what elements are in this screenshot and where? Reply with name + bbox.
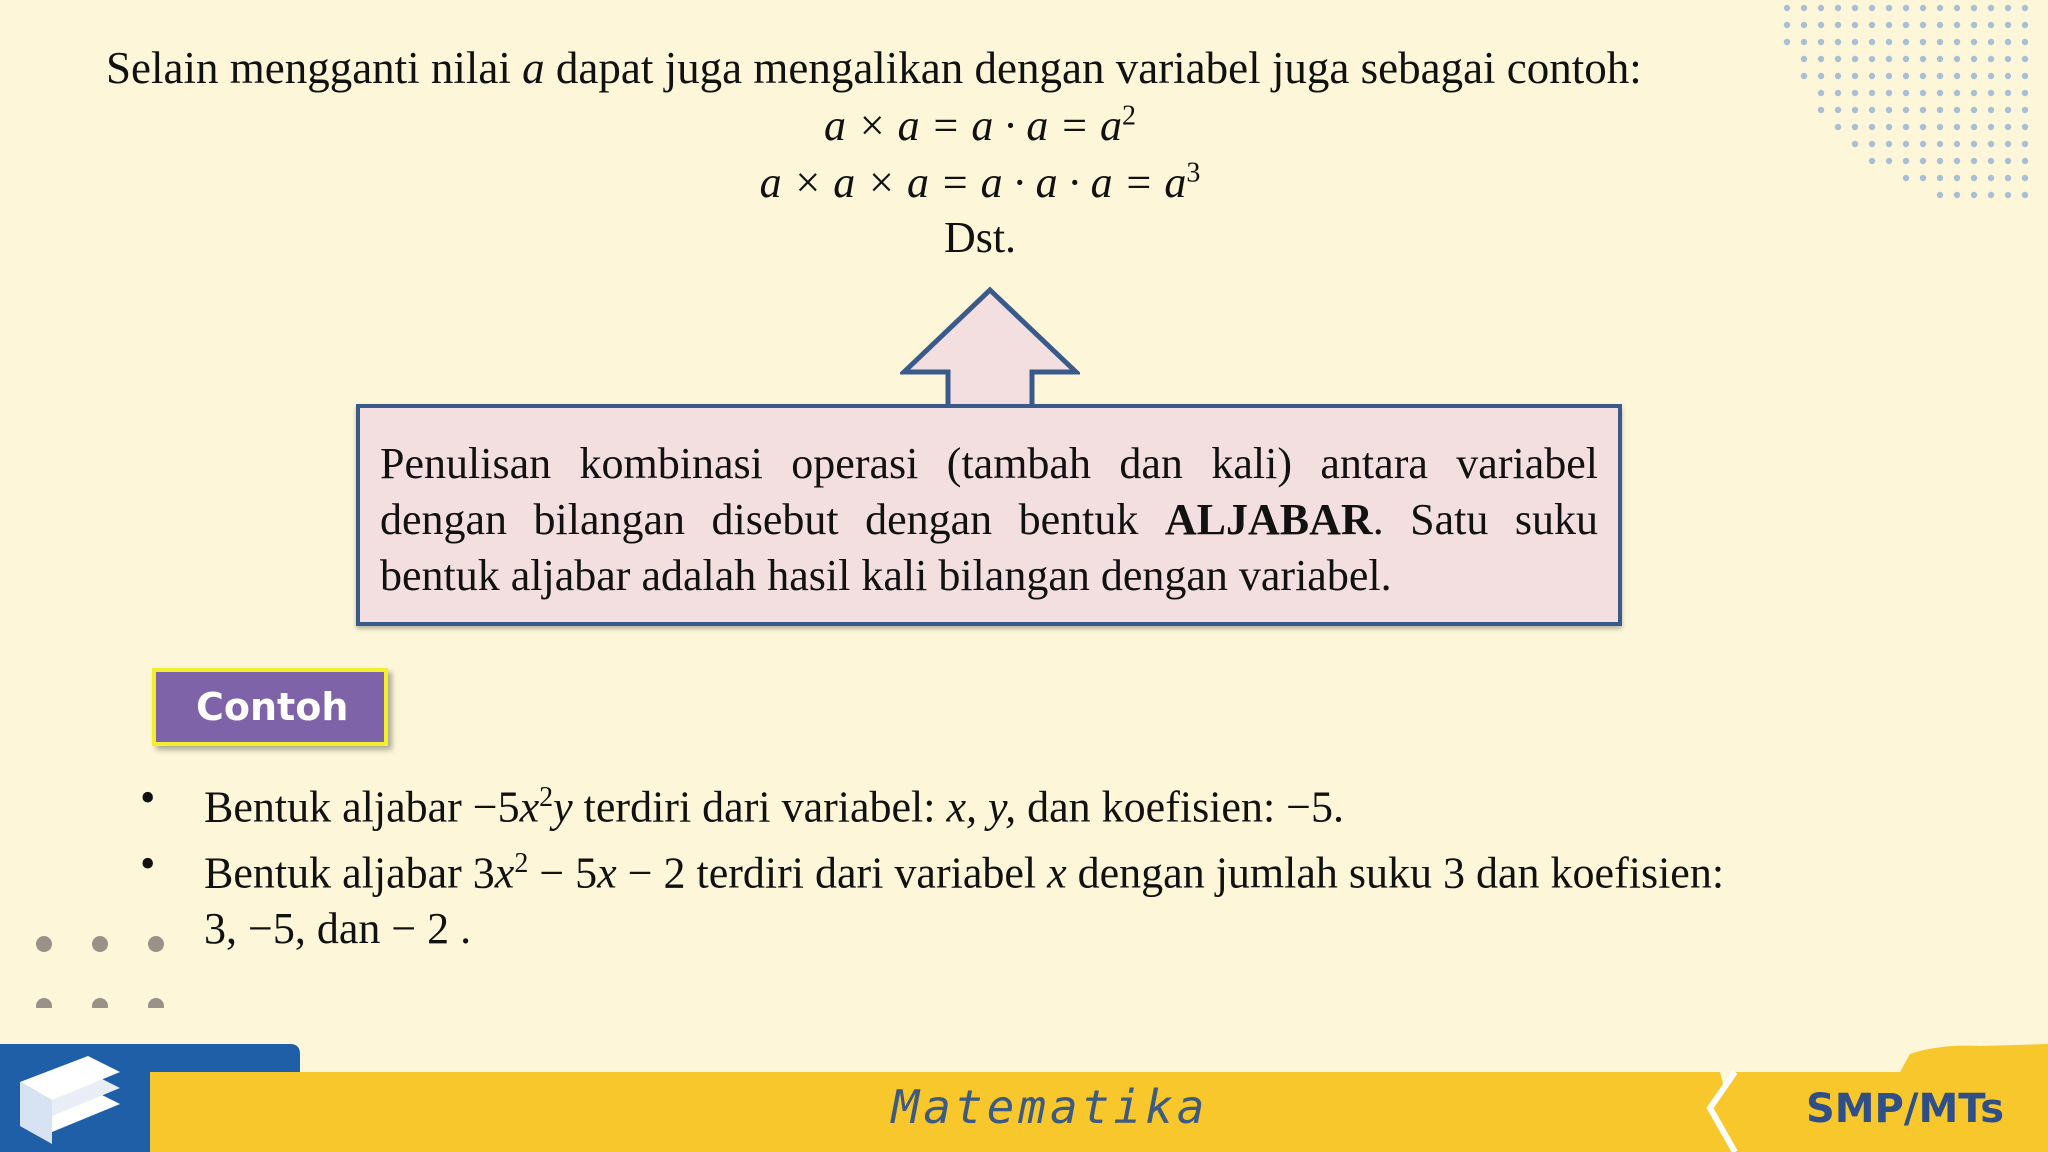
grid-dot xyxy=(2022,73,2028,79)
grid-dot xyxy=(2022,5,2028,11)
up-arrow-icon xyxy=(900,286,1080,418)
grid-dot xyxy=(1937,73,1943,79)
grid-dot xyxy=(1988,56,1994,62)
grid-dot xyxy=(1971,192,1977,198)
grid-dot xyxy=(1869,90,1875,96)
grid-dot xyxy=(1852,90,1858,96)
grid-dot xyxy=(2005,175,2011,181)
grid-dot xyxy=(1920,22,1926,28)
grid-dot xyxy=(1988,141,1994,147)
grid-dot xyxy=(1988,39,1994,45)
grid-dot xyxy=(1988,107,1994,113)
grid-dot xyxy=(2005,192,2011,198)
list-item: • Bentuk aljabar $3x^2 - 5x - 2$ terdiri dari variabel x dengan jumlah suku 3 dan koefisien: 3, −5, dan − 2 . xyxy=(140,836,2000,958)
grid-dot xyxy=(1818,39,1824,45)
grid-dot xyxy=(1801,73,1807,79)
grid-dot xyxy=(1835,73,1841,79)
list-item: • Bentuk aljabar $-5x^2y$ terdiri dari variabel: x, y, dan koefisien: −5. xyxy=(140,770,2000,836)
grid-dot xyxy=(1869,39,1875,45)
intro-text: Selain mengganti nilai a dapat juga mengalikan dengan variabel juga sebagai contoh: xyxy=(106,43,1642,93)
grid-dot xyxy=(1971,56,1977,62)
grid-dot xyxy=(1818,90,1824,96)
grid-dot xyxy=(2005,56,2011,62)
grid-dot xyxy=(1886,5,1892,11)
grid-dot xyxy=(1784,39,1790,45)
grid-dot xyxy=(1852,5,1858,11)
grid-dot xyxy=(1971,141,1977,147)
grid-dot xyxy=(1784,22,1790,28)
grid-dot xyxy=(2022,107,2028,113)
grid-dot xyxy=(1886,56,1892,62)
grid-dot xyxy=(1852,73,1858,79)
grid-dot xyxy=(2022,175,2028,181)
grid-dot xyxy=(1988,22,1994,28)
level-label: SMP/MTs xyxy=(1805,1086,2005,1132)
grid-dot xyxy=(1903,22,1909,28)
grid-dot xyxy=(1818,73,1824,79)
grid-dot xyxy=(1886,90,1892,96)
grid-dot xyxy=(1920,39,1926,45)
grid-dot xyxy=(1903,39,1909,45)
grid-dot xyxy=(1954,5,1960,11)
grid-dot xyxy=(1818,5,1824,11)
bullet-icon: • xyxy=(140,773,156,822)
grid-dot xyxy=(2022,192,2028,198)
grid-dot xyxy=(2005,73,2011,79)
grid-dot xyxy=(1903,73,1909,79)
grid-dot xyxy=(1971,39,1977,45)
equation-square: $a \times a = a \cdot a = a^2$ xyxy=(823,100,1137,150)
grid-dot xyxy=(1937,39,1943,45)
grid-dot xyxy=(1971,107,1977,113)
grid-dot xyxy=(1988,5,1994,11)
grid-dot xyxy=(1818,22,1824,28)
grid-dot xyxy=(1920,90,1926,96)
grid-dot xyxy=(1818,56,1824,62)
grid-dot xyxy=(1988,124,1994,130)
subject-label: Matematika xyxy=(891,1080,1209,1134)
grid-dot xyxy=(1903,5,1909,11)
grid-dot xyxy=(2005,22,2011,28)
grid-dot xyxy=(1971,5,1977,11)
grid-dot xyxy=(2005,107,2011,113)
grid-dot xyxy=(2022,90,2028,96)
grid-dot xyxy=(1988,73,1994,79)
grid-dot xyxy=(1954,56,1960,62)
grid-dot xyxy=(1835,56,1841,62)
grid-dot xyxy=(1852,22,1858,28)
grid-dot xyxy=(1852,56,1858,62)
grid-dot xyxy=(1869,22,1875,28)
grid-dot xyxy=(1988,175,1994,181)
grid-dot xyxy=(1988,192,1994,198)
grid-dot xyxy=(1937,5,1943,11)
grid-dot xyxy=(1988,90,1994,96)
decorative-grey-dots xyxy=(28,928,178,1008)
grid-dot xyxy=(2022,39,2028,45)
etc-text: Dst. xyxy=(943,213,1017,262)
grid-dot xyxy=(2022,141,2028,147)
grid-dot xyxy=(2005,158,2011,164)
grid-dot xyxy=(1903,90,1909,96)
grid-dot xyxy=(1801,56,1807,62)
bullet-icon: • xyxy=(140,838,156,888)
grid-dot xyxy=(1954,90,1960,96)
grid-dot xyxy=(1954,22,1960,28)
grid-dot xyxy=(1971,22,1977,28)
grid-dot xyxy=(1852,39,1858,45)
grid-dot xyxy=(1937,22,1943,28)
grid-dot xyxy=(1920,5,1926,11)
grid-dot xyxy=(2005,141,2011,147)
grid-dot xyxy=(2005,90,2011,96)
grid-dot xyxy=(1971,90,1977,96)
grid-dot xyxy=(2005,124,2011,130)
grid-dot xyxy=(1784,5,1790,11)
grid-dot xyxy=(1971,73,1977,79)
grid-dot xyxy=(1869,56,1875,62)
grid-dot xyxy=(1835,90,1841,96)
grid-dot xyxy=(1886,22,1892,28)
grid-dot xyxy=(1903,56,1909,62)
grid-dot xyxy=(1801,5,1807,11)
grid-dot xyxy=(1835,5,1841,11)
definition-box: Penulisan kombinasi operasi (tambah dan kali) antara variabel dengan bilangan disebut dengan bentuk ALJABAR. Satu suku bentuk aljabar adalah hasil kali bilangan dengan variabel. xyxy=(356,404,1622,626)
grid-dot xyxy=(2005,5,2011,11)
grid-dot xyxy=(1971,175,1977,181)
grid-dot xyxy=(2005,39,2011,45)
grid-dot xyxy=(2022,124,2028,130)
grid-dot xyxy=(1886,73,1892,79)
grid-dot xyxy=(1971,158,1977,164)
grid-dot xyxy=(2022,22,2028,28)
grid-dot xyxy=(1886,39,1892,45)
grid-dot xyxy=(1954,39,1960,45)
grid-dot xyxy=(1937,90,1943,96)
grid-dot xyxy=(1869,5,1875,11)
grid-dot xyxy=(2022,158,2028,164)
grid-dot xyxy=(1835,39,1841,45)
aljabar-term: ALJABAR xyxy=(1164,495,1373,544)
equation-cube: $a \times a \times a = a \cdot a \cdot a = a^3$ xyxy=(759,157,1201,207)
grid-dot xyxy=(1988,158,1994,164)
grid-dot xyxy=(1937,56,1943,62)
example-list xyxy=(140,770,2000,957)
grid-dot xyxy=(2022,56,2028,62)
grid-dot xyxy=(1801,22,1807,28)
grid-dot xyxy=(1971,124,1977,130)
grid-dot xyxy=(1835,22,1841,28)
grid-dot xyxy=(1920,73,1926,79)
grid-dot xyxy=(1920,56,1926,62)
grid-dot xyxy=(1869,73,1875,79)
example-label: Contoh xyxy=(152,668,388,746)
grid-dot xyxy=(1954,73,1960,79)
grid-dot xyxy=(1801,39,1807,45)
